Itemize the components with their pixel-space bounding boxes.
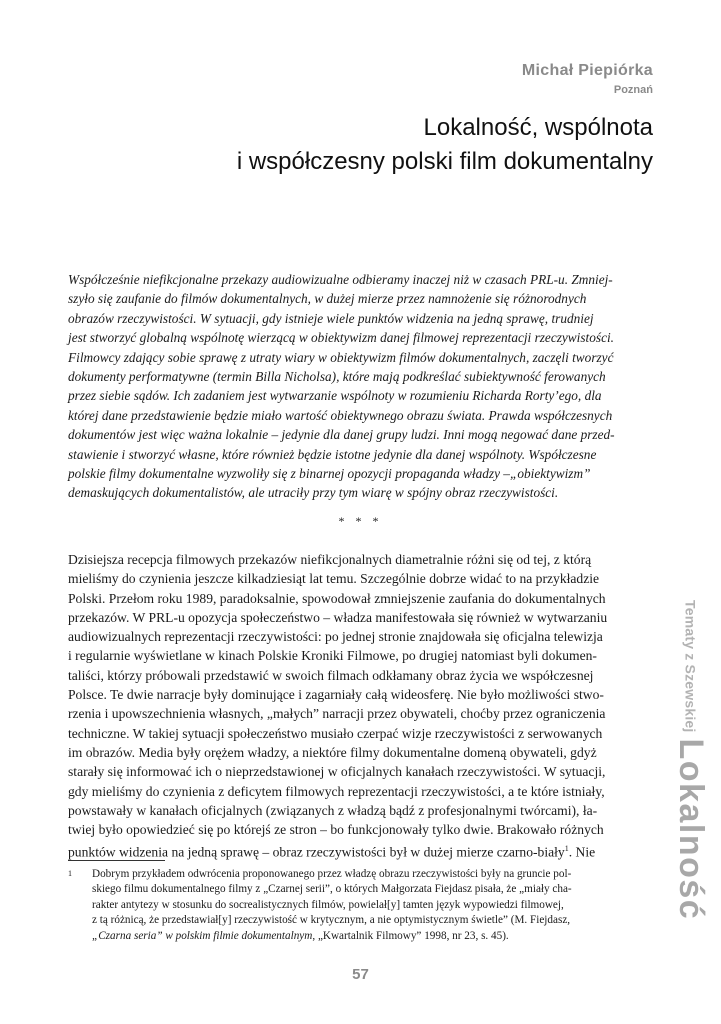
section-name: Tematy z Szewskiej — [682, 600, 699, 733]
abstract-line: dokumenty performatywne (termin Billa Nicholsa), które mają podkreślać subiektywność ferowanych — [68, 369, 606, 385]
body-line: i regularnie wyświetlane w kinach Polskie Kroniki Filmowe, po drugiej natomiast byli dokumen- — [68, 648, 597, 664]
section-separator: * * * — [338, 514, 383, 528]
body-line — [68, 839, 653, 862]
body-line: techniczne. W takiej sytuacji społeczeństwo musiało czerpać wizje rzeczywistości z serwowanych — [68, 725, 603, 741]
title-line: Lokalność, wspólnota — [423, 114, 653, 141]
body-line: taliści, którzy próbowali przedstawić w swoich filmach odkłamany obraz życia we współczesnej — [68, 667, 594, 683]
footnote-number: 1 — [68, 869, 72, 878]
abstract-line: Współcześnie niefikcjonalne przekazy audiowizualne odbieramy inaczej niż w czasach PRL-u. Zmniej- — [68, 272, 613, 287]
body-line: mieliśmy do czynienia jeszcze kilkadziesiąt lat temu. Szczególnie dobrze widać to na przykładzie — [68, 571, 600, 587]
abstract-line: obrazów rzeczywistości. W sytuacji, gdy istnieje wiele punktów widzenia na jedną sprawę, trudniej — [68, 310, 594, 326]
side-running-head — [672, 600, 710, 1020]
author-name: Michał Piepiórka — [521, 62, 653, 79]
abstract-line: której dane przedstawienie będzie miało wartość obiektywnego obrazu świata. Prawda współczesnych — [68, 407, 613, 423]
body-line-text: punktów widzenia na jedną sprawę – obraz rzeczywistości był w dużej mierze czarno-biały — [68, 844, 565, 860]
author-city: Poznań — [613, 84, 653, 96]
footnote-cited-title: „Czarna seria” w polskim filmie dokumentalnym — [92, 929, 313, 942]
title-line: i współczesny polski film dokumentalny — [236, 148, 653, 175]
abstract-line: polskie filmy dokumentalne wyzwoliły się z binarnej opozycji propaganda władzy –„obiektywizm” — [68, 466, 591, 482]
footnote-marker[interactable]: 1 — [564, 844, 569, 854]
body-line: powstawały w kanałach oficjalnych (związanych z władzą bądź z profesjonalnymi twórcami), ła- — [68, 802, 598, 818]
footnote — [68, 867, 653, 944]
abstract — [68, 270, 653, 503]
body-line: starały się informować ich o nieprzedstawionej w oficjalnych kanałach rzeczywistości. W sytuacji, — [68, 764, 606, 780]
footnote-line: skiego filmu dokumentalnego filmy z „Czarnej serii”, o których Małgorzata Fiejdasz pisała, że „miały cha- — [92, 883, 572, 896]
body-line-tail: . Nie — [568, 844, 596, 860]
abstract-line: przez siebie sądów. Ich zadaniem jest wytwarzanie wspólnoty w rozumieniu Richarda Rorty’ego, dla — [68, 388, 602, 404]
body-text — [68, 550, 653, 862]
body-line: im obrazów. Media były orężem władzy, a niektóre filmy dokumentalne domeną obywateli, gdyż — [68, 744, 597, 760]
body-line: gdy mieliśmy do czynienia z deficytem filmowych reprezentacji rzeczywistości, a te które istniały, — [68, 783, 605, 799]
abstract-line: Filmowcy zdający sobie sprawę z utraty wiary w obiektywizm filmów dokumentalnych, zaczęli tworzyć — [68, 349, 614, 365]
footnote-line: Dobrym przykładem odwrócenia proponowanego przez władzę obrazu rzeczywistości były na gruncie pol- — [92, 868, 572, 880]
footnote-line — [92, 929, 653, 944]
body-line: przekazów. W PRL-u opozycja społeczeństwo – władza manifestowała się również w wytwarzaniu — [68, 609, 608, 625]
abstract-line: jest stworzyć globalną wspólnotę wierzącą w obiektywizm danej filmowej reprezentacji rzeczywistości. — [68, 330, 614, 346]
body-line: rzenia i upowszechnienia własnych, „małych” narracji przez obywateli, choćby przez ograniczenia — [68, 706, 606, 722]
body-line: Dzisiejsza recepcja filmowych przekazów niefikcjonalnych diametralnie różni się od tej, z którą — [68, 552, 592, 567]
body-line: Polsce. Te dwie narracje były dominujące i zagarniały całą wideosferę. Nie było możliwości stwo- — [68, 687, 604, 703]
abstract-line: demaskujących dokumentalistów, ale utraciły przy tym wiarę w spójny obraz rzeczywistości. — [68, 485, 559, 501]
footnote-line: z tą różnicą, że przedstawiał[y] rzeczywistość w krytycznym, a nie optymistycznym świetle” (M. Fiejdasz, — [92, 914, 571, 927]
body-line: twiej było opowiedzieć się po którejś ze stron – bo funkcjonowały tylko dwie. Brakowało różnych — [68, 822, 604, 838]
footnote-line: rakter antytezy w stosunku do socrealistycznych filmów, powielał[y] tamten język wypowiedzi filmowej, — [92, 898, 564, 911]
section-keyword: Lokalność — [672, 738, 710, 921]
body-line: Polski. Przełom roku 1989, paradoksalnie, spowodował zmniejszenie zaufania do dokumentalnych — [68, 590, 606, 606]
article-title — [237, 111, 653, 179]
abstract-line: szyło się zaufanie do filmów dokumentalnych, w dużej mierze przez namnożenie się różnorodnych — [68, 291, 587, 307]
page-number: 57 — [352, 966, 369, 983]
body-line: audiowizualnych reprezentacji rzeczywistości: po jednej stronie znajdowała się oficjalna telewizja — [68, 629, 603, 645]
abstract-line: stawienie i stworzyć własne, które również będzie istotne jedynie dla danej wspólnoty. Współczesne — [68, 446, 597, 462]
footnote-divider — [68, 860, 165, 861]
abstract-line: dokumentów jest więc ważna lokalnie – jedynie dla danej grupy ludzi. Inni mogą negować dane przed- — [68, 427, 615, 443]
footnote-citation: , „Kwartalnik Filmowy” 1998, nr 23, s. 45). — [312, 929, 509, 942]
